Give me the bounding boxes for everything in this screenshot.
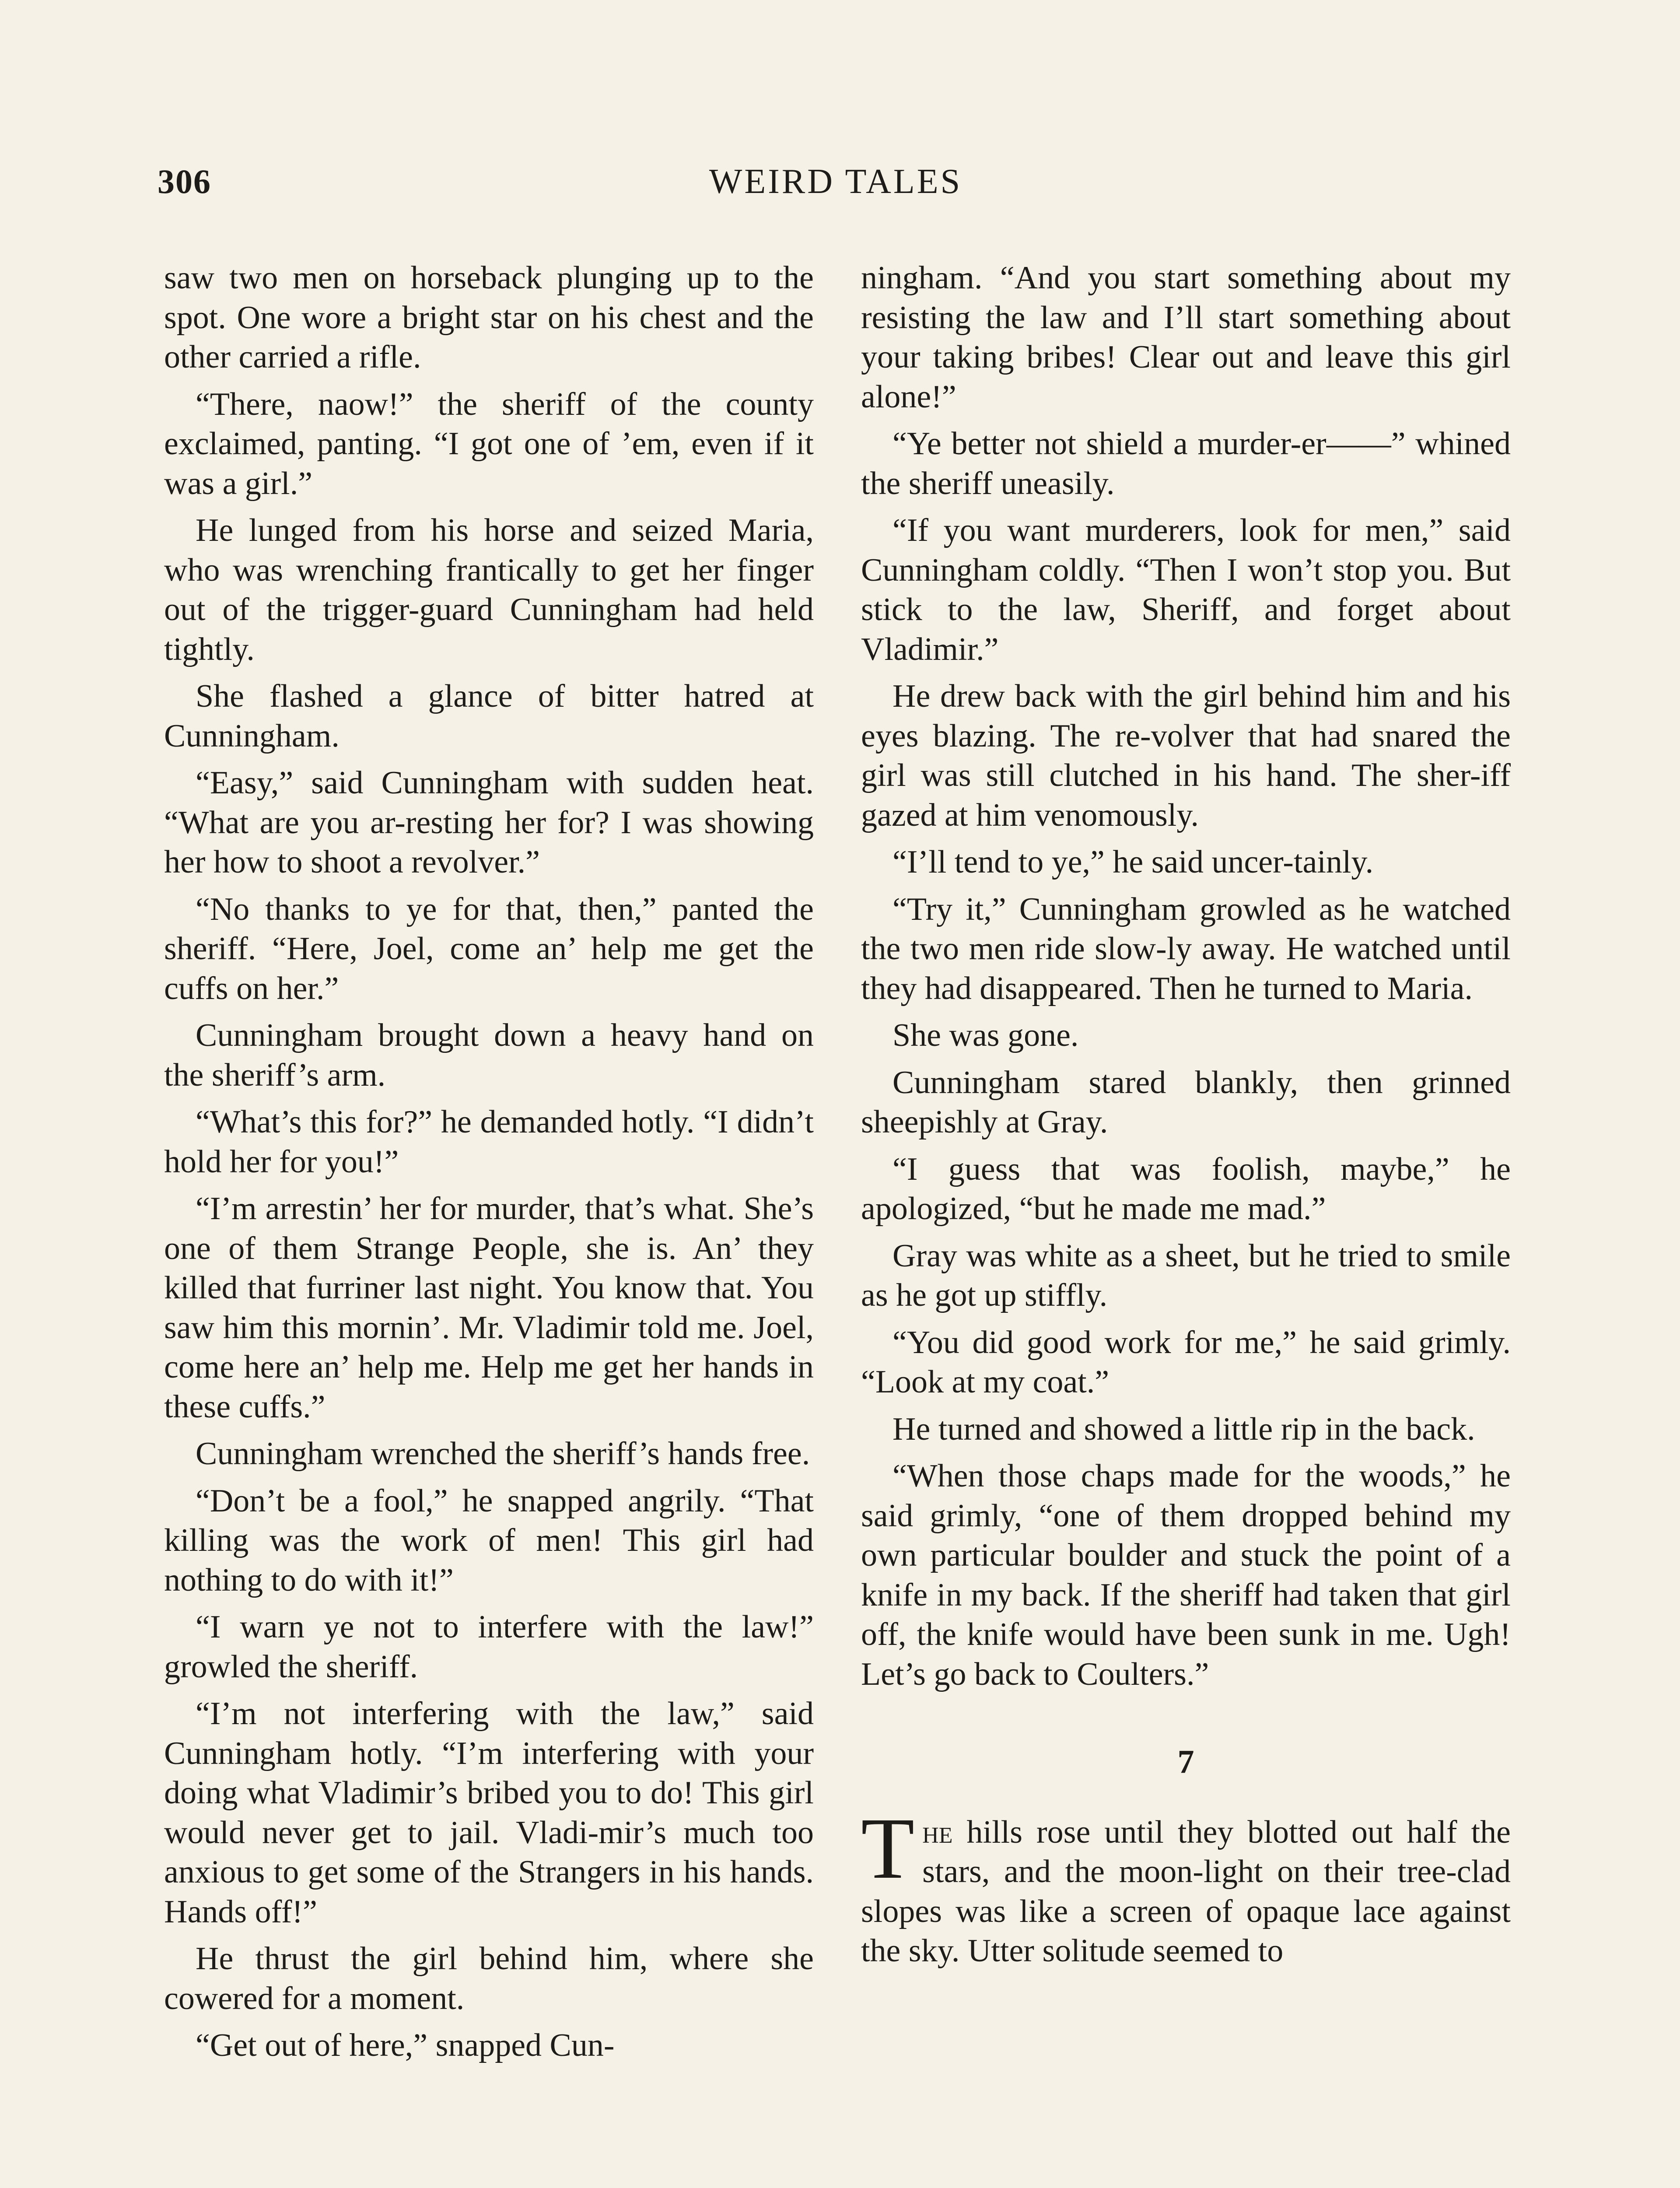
paragraph: “I guess that was foolish, maybe,” he apologized, “but he made me mad.” [861, 1151, 1511, 1227]
magazine-title: WEIRD TALES [709, 162, 962, 201]
paragraph: He lunged from his horse and seized Maria, who was wrenching frantically to get her finger out of the trigger-guard Cunningham had held tightly. [164, 512, 814, 667]
paragraph: “I’m arrestin’ her for murder, that’s what. She’s one of them Strange People, she is. An’ they killed that furriner last night. You know that. You saw him this mornin’. Mr. Vladimir told me. Joel, come here an’ help me. Help me get her hands in these cuffs.” [164, 1191, 814, 1425]
paragraph: “I warn ye not to interfere with the law!” growled the sheriff. [164, 1609, 814, 1685]
paragraph: “Ye better not shield a murder-er——” whined the sheriff uneasily. [861, 426, 1511, 501]
paragraph: “What’s this for?” he demanded hotly. “I didn’t hold her for you!” [164, 1104, 814, 1180]
paragraph: “There, naow!” the sheriff of the county exclaimed, panting. “I got one of ’em, even if it was a girl.” [164, 386, 814, 501]
paragraph: “I’ll tend to ye,” he said uncer-tainly. [892, 844, 1374, 880]
paragraph: He thrust the girl behind him, where she cowered for a moment. [164, 1941, 814, 2016]
paragraph: “No thanks to ye for that, then,” panted the sheriff. “Here, Joel, come an’ help me get the cuffs on her.” [164, 891, 814, 1006]
paragraph: “You did good work for me,” he said grimly. “Look at my coat.” [861, 1324, 1511, 1400]
paragraph: “Try it,” Cunningham growled as he watched the two men ride slow-ly away. He watched until they had disappeared. Then he turned to Maria. [861, 891, 1511, 1006]
paragraph: Cunningham stared blankly, then grinned sheepishly at Gray. [861, 1064, 1511, 1140]
right-column [861, 258, 1511, 1978]
paragraph: Cunningham brought down a heavy hand on the sheriff’s arm. [164, 1017, 814, 1093]
paragraph: saw two men on horseback plunging up to the spot. One wore a bright star on his chest and the other carried a rifle. [164, 260, 814, 375]
paragraph: “I’m not interfering with the law,” said Cunningham hotly. “I’m interfering with your doing what Vladimir’s bribed you to do! This girl would never get to jail. Vladi-mir’s much too anxious to get some of the Strangers in his hands. Hands off!” [164, 1696, 814, 1930]
page-number: 306 [158, 162, 211, 200]
paragraph: Gray was white as a sheet, but he tried to smile as he got up stiffly. [861, 1238, 1511, 1313]
left-column [164, 258, 814, 2073]
section-opening-text: hills rose until they blotted out half the stars, and the moon-light on their tree-clad slopes was like a screen of opaque lace against the sky. Utter solitude seemed to [861, 1814, 1511, 1969]
paragraph: “Get out of here,” snapped Cun- [196, 2027, 615, 2063]
paragraph: She flashed a glance of bitter hatred at Cunningham. [164, 678, 814, 754]
paragraph: ningham. “And you start something about my resisting the law and I’ll start something about your taking bribes! Clear out and leave this girl alone!” [861, 260, 1511, 415]
section-number: 7 [1177, 1743, 1194, 1780]
paragraph: “Easy,” said Cunningham with sudden heat. “What are you ar-resting her for? I was showing her how to shoot a revolver.” [164, 765, 814, 880]
paragraph: “Don’t be a fool,” he snapped angrily. “That killing was the work of men! This girl had nothing to do with it!” [164, 1483, 814, 1598]
paragraph: Cunningham wrenched the sheriff’s hands free. [196, 1436, 810, 1472]
paragraph: “When those chaps made for the woods,” he said grimly, “one of them dropped behind my own particular boulder and stuck the point of a knife in my back. If the sheriff had taken that girl off, the knife would have been sunk in me. Ugh! Let’s go back to Coulters.” [861, 1458, 1511, 1692]
small-caps-lead: he [922, 1814, 953, 1850]
paragraph: He turned and showed a little rip in the back. [892, 1411, 1475, 1447]
section-opening-paragraph [861, 1800, 1511, 1971]
page-header [158, 162, 1514, 210]
paragraph: “If you want murderers, look for men,” said Cunningham coldly. “Then I won’t stop you. But stick to the law, Sheriff, and forget about Vladimir.” [861, 512, 1511, 667]
drop-cap: T [861, 1800, 915, 1897]
paragraph: She was gone. [892, 1017, 1079, 1053]
paragraph: He drew back with the girl behind him and his eyes blazing. The re-volver that had snared the girl was still clutched in his hand. The sher-iff gazed at him venomously. [861, 678, 1511, 833]
